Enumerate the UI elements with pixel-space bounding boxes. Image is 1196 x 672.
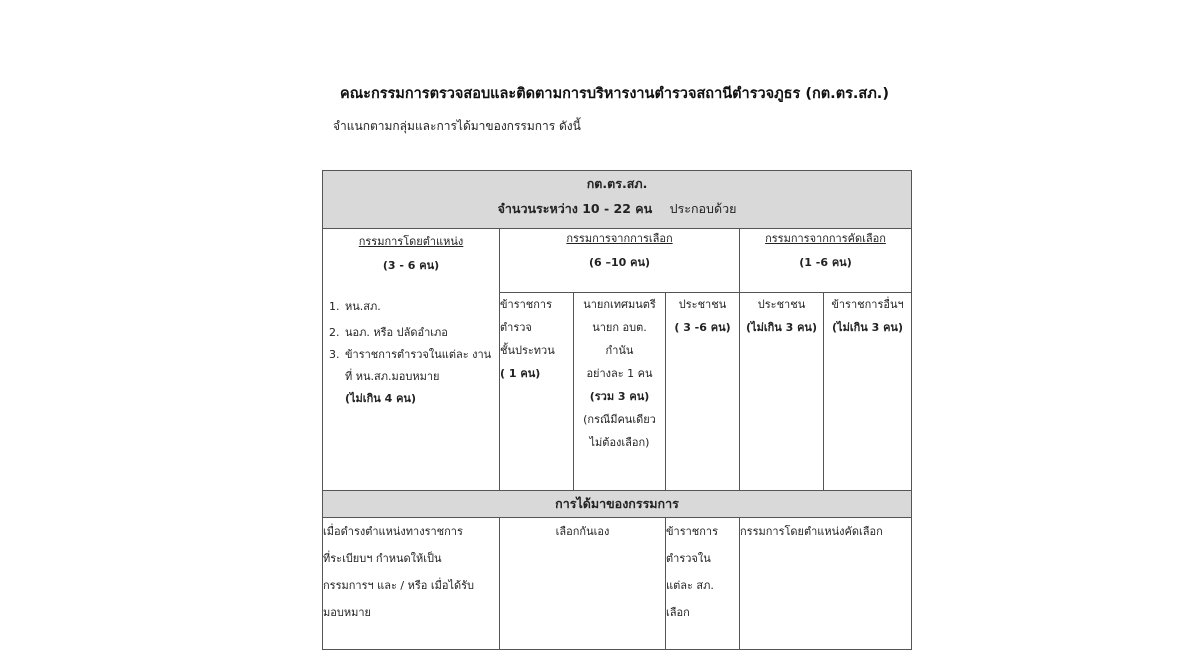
acquisition-selection-cell: กรรมการโดยตำแหน่งคัดเลือก <box>740 518 912 650</box>
list-item: 3. ข้าราชการตำรวจในแต่ละ งานที่ หน.สภ.มอบหมาย (ไม่เกิน 4 คน) <box>329 344 493 410</box>
committee-size: จำนวนระหว่าง 10 - 22 คน ประกอบด้วย <box>497 201 737 216</box>
position-group-cell <box>323 229 500 491</box>
position-limit: (ไม่เกิน 4 คน) <box>345 392 416 405</box>
committee-table <box>322 170 912 650</box>
list-item: 1. หน.สภ. <box>329 300 381 313</box>
elected-local-leaders-cell: นายกเทศมนตรี นายก อบต. กำนัน อย่างละ 1 คน (รวม 3 คน) (กรณีมีคนเดียว ไม่ต้องเลือก) <box>574 293 666 491</box>
acquisition-police-elect-cell: ข้าราชการ ตำรวจใน แต่ละ สภ. เลือก <box>666 518 740 650</box>
list-item: 2. นอภ. หรือ ปลัดอำเภอ <box>329 326 448 339</box>
page-subtitle: จำแนกตามกลุ่มและการได้มาของกรรมการ ดังนี้ <box>333 119 581 133</box>
selected-citizens-cell: ประชาชน (ไม่เกิน 3 คน) <box>740 293 824 491</box>
selected-officials-cell: ข้าราชการอื่นฯ (ไม่เกิน 3 คน) <box>824 293 912 491</box>
elected-citizens-cell: ประชาชน ( 3 -6 คน) <box>666 293 740 491</box>
position-member-list <box>323 280 499 410</box>
table-header <box>323 171 912 229</box>
committee-name: กต.ตร.สภ. <box>586 176 648 191</box>
page-title: คณะกรรมการตรวจสอบและติดตามการบริหารงานตำรวจสถานีตำรวจภูธร (กต.ตร.สภ.) <box>340 86 889 102</box>
elected-police-cell: ข้าราชการ ตำรวจ ชั้นประทวน ( 1 คน) <box>500 293 574 491</box>
group-header-position: กรรมการโดยตำแหน่ง (3 - 6 คน) <box>358 235 464 272</box>
acquisition-header: การได้มาของกรรมการ <box>323 491 912 518</box>
acquisition-elect-self-cell: เลือกกันเอง <box>500 518 666 650</box>
group-header-elected: กรรมการจากการเลือก (6 –10 คน) <box>500 229 740 293</box>
acquisition-position-cell: เมื่อดำรงตำแหน่งทางราชการ ที่ระเบียบฯ กำหนดให้เป็น กรรมการฯ และ / หรือ เมื่อได้รับ มอบหมาย <box>323 518 500 650</box>
group-header-selected: กรรมการจากการคัดเลือก (1 -6 คน) <box>740 229 912 293</box>
